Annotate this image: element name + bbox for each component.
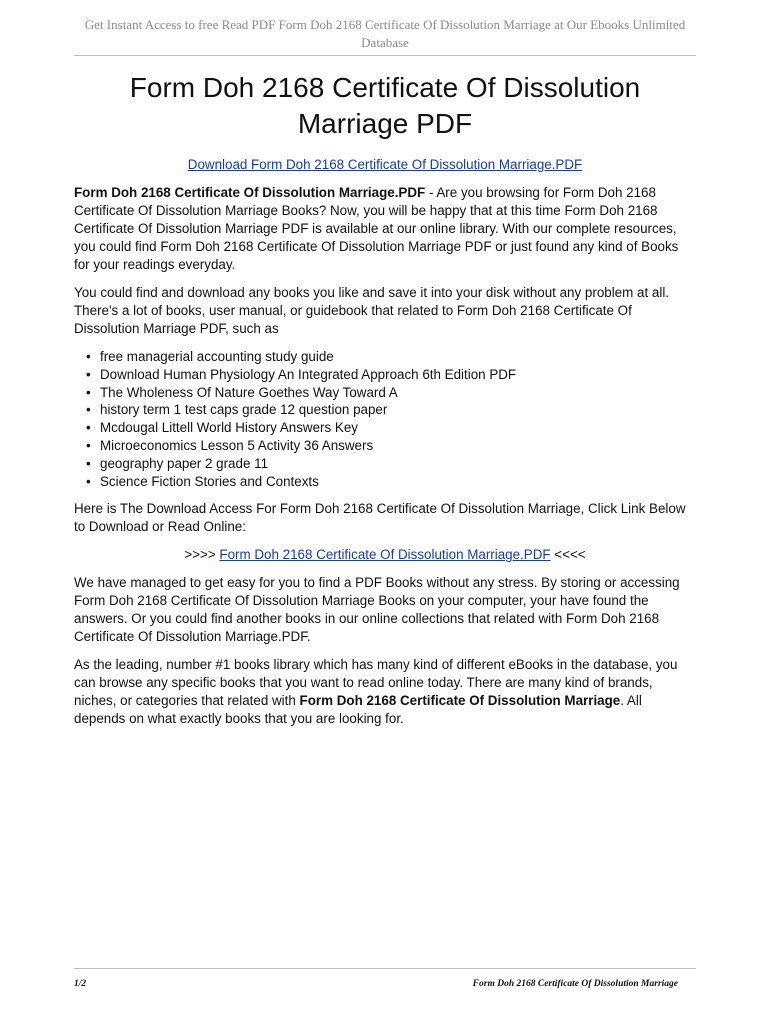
document-body: [74, 156, 696, 738]
intro-text: - Are you browsing for Form Doh 2168 Certificate Of Dissolution Marriage Books? Now, you will be happy that at this time Form Doh 2168 Certificate Of Dissolution Marriage PDF is available at our online library. With our complete resources, you could find Form Doh 2168 Certificate Of Dissolution Marriage PDF or just found any kind of Books for your readings everyday.: [74, 185, 679, 272]
list-item: • geography paper 2 grade 11: [100, 455, 696, 473]
header-note: Get Instant Access to free Read PDF Form Doh 2168 Certificate Of Dissolution Marriage at Our Ebooks Unlimited Database: [84, 17, 686, 50]
access-link-suffix: <<<<: [550, 547, 586, 563]
library-bold-title: Form Doh 2168 Certificate Of Dissolution Marriage: [299, 693, 621, 709]
related-books-list: [74, 348, 696, 490]
header-divider: [74, 55, 696, 56]
download-access-paragraph: Here is The Download Access For Form Doh 2168 Certificate Of Dissolution Marriage, Click Link Below to Download or Read Online:: [74, 501, 686, 535]
document-title: Form Doh 2168 Certificate Of Dissolution Marriage PDF: [129, 72, 641, 139]
list-item: • Mcdougal Littell World History Answers Key: [100, 419, 696, 437]
download-link-row: [74, 156, 696, 174]
list-item: • The Wholeness Of Nature Goethes Way Toward A: [100, 384, 696, 402]
managed-paragraph: We have managed to get easy for you to find a PDF Books without any stress. By storing or accessing Form Doh 2168 Certificate Of Dissolution Marriage Books on your computer, your have found the answers. Or you could find another books in our online collections that related with Form Doh 2168 Certificate Of Dissolution Marriage.PDF.: [74, 575, 680, 645]
intro-paragraph: [74, 184, 696, 274]
page-number: 1/2: [74, 979, 87, 989]
list-item: • Download Human Physiology An Integrated Approach 6th Edition PDF: [100, 366, 696, 384]
intro-bold-lead: Form Doh 2168 Certificate Of Dissolution Marriage.PDF: [74, 185, 426, 200]
access-link-prefix: >>>>: [184, 547, 220, 563]
footer-divider: [74, 968, 696, 969]
list-item: • free managerial accounting study guide: [100, 348, 696, 366]
list-item: • Microeconomics Lesson 5 Activity 36 Answers: [100, 437, 696, 455]
list-item: • history term 1 test caps grade 12 question paper: [100, 401, 696, 419]
library-text-after: . All depends on what exactly books that you are looking for.: [74, 693, 642, 727]
related-intro-paragraph: You could find and download any books you like and save it into your disk without any problem at all. There's a lot of books, user manual, or guidebook that related to Form Doh 2168 Certificate Of Dissolution Marriage PDF, such as: [74, 285, 670, 336]
library-text-before: As the leading, number #1 books library which has many kind of different eBooks in the database, you can browse any specific books that you want to read online today. There are many kind of brands, niches, or categories that related with: [74, 657, 678, 709]
access-link-row: [74, 546, 696, 564]
list-item: • Science Fiction Stories and Contexts: [100, 473, 696, 491]
access-link[interactable]: Form Doh 2168 Certificate Of Dissolution Marriage.PDF: [219, 547, 551, 563]
library-paragraph: [74, 656, 696, 728]
download-link[interactable]: Download Form Doh 2168 Certificate Of Dissolution Marriage.PDF: [187, 157, 583, 172]
footer-title: Form Doh 2168 Certificate Of Dissolution Marriage: [472, 979, 678, 989]
